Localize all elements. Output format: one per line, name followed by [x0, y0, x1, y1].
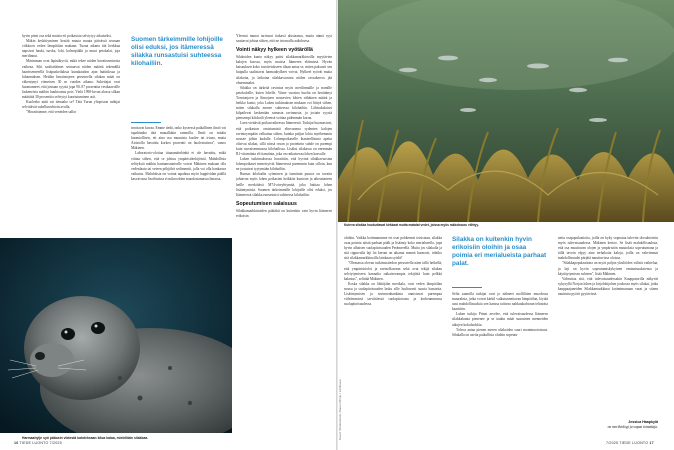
- paragraph: Mäkin keskittyminen kestää muuta muuta päivässä seuraan viikkoon veden lämpötilan mukaan. Tuona aikana tiiä herkkua napsivat haukt, turska, lohi, kolmipiikki ja muut petokalat, joja merilinnut.: [22, 39, 120, 59]
- paragraph: Selin saamilla tutkijat ovat jo nähneet mollilitten muodossa muuraksia, jotka voivat kärkil vaikutunnettavan lämpötilan, löytää uusi mahdollisuuksia sen kanssa taitivaa nahkuukahvaan teltatoita kaarittiin.: [452, 292, 548, 312]
- paragraph: irrottavat kuvaa. Emme tiedä, onko kyseessä paikallinen ilmiö vai tapahtuuko tätä muuallakin rannoilla. Ilmiö on mitäin huomiollisen, ett aina osa muunista kuoleе tai irtoaa, mutta Airistolla havaittu korkea prosentti on huolestuttava", sanoo Mäkinen.: [131, 126, 226, 151]
- seal-illustration: [0, 238, 232, 433]
- paragraph: Runsas kilohailin syöminen ja tiamiinin puutos on tavattu johtavan myös lohen poikasten heikkiin kuntoon ja aiheuttaneen heille merkittävä M74-oireyhtymää, joka haittaa lohen lisääntymistä. Suomen tärkeimmille lohijoille olisi eduksi, jos Itämeressä silakka runsastuisi suhteessa kilohailiin.: [236, 172, 332, 197]
- left-column-1: [22, 34, 120, 229]
- center-column: [236, 34, 332, 434]
- page-number: 17: [649, 441, 654, 445]
- paragraph: neita osapopulaatioita, joilla on kyky sopeutua tuleviin olosuhteisiin myös tulevaisuudessa. Mäkinen kertoo. Se lisää mahdollisuuksia, että osa muuttuvan olojen ja ympäristön muutoksia sopeutumana ja tällä tavoin elpyy aina terhakoita kaloja, joilla on vahvimmat mahdollisuudet pärjätä muuttuvissa oloissa.: [558, 236, 658, 261]
- paragraph: Vahvuttaa sitä, että tulevaisuudessakin Kauppatorilla näkyvät sykysyllä Norjan lohen ja kirjolohijohen joukossa myös silakat, jotka kauppaajaneiden Silakkamarkkinat kotimimunaan varat ja siinen nautintia pyörii pyytävissä.: [558, 276, 658, 297]
- pull-quote: Suomen tärkeimmille lohijoille olisi eduksi, jos itämeressä silakka runsastuisi suhteessa kilohailiin.: [131, 36, 223, 67]
- section-heading: Sopeutumisen salaisuus: [236, 200, 297, 207]
- left-folio: [14, 441, 62, 445]
- right-column-1: [344, 236, 442, 434]
- left-column-2: [131, 126, 226, 226]
- pull-quote-rule: [131, 122, 161, 123]
- paragraph: "Havaitsimme, että veneiden sallot: [26, 110, 77, 115]
- author-role: on meribiologi ja vapaa toimittaja.: [607, 424, 658, 429]
- page-number: 16: [14, 441, 19, 445]
- pull-quote-2: Silakka on kuitenkin hyvin erikoisiin oloihin ja osaa poimia eri merialueista parhaat palat.: [452, 236, 547, 267]
- paragraph: Laboratorio-olotiua ittuaamäinhinhä ei ole havaittu, mikä viittaa siihen, että se johtuu ympäristötekijöistä. Mahdollisia selityksiä mäihin hautumstuntselle voivat Mäkinen mukaan olla vedenlaatu tai veteen pöhjälvä sedimentti, jolla voi olla hankaava vaikutus. Mahdoksia on voinut tapahtua myös happividan päällä kasvavassa lisoihtuissa ei mikroobien muodostamassa limassa.: [131, 151, 226, 181]
- right-column-3: [558, 236, 658, 410]
- paragraph: Silakoiden kunto näkyy paitsi silakkamarkkinoilla myytävien kalojen koossa, myös muissa Itämeren eläimissä. Hyvän katsauksen koko tavoitetokseen tilaan antaa se, miten paksusti sen huipulla saalistavat harmaahylkeet voivat. Hylkeet syövät muita silakoita, ja laihoina silakkavuosina niiden rasvakerros jää ohuemmaksi.: [236, 55, 332, 85]
- author-name: Jessica Haapkylä: [628, 420, 658, 424]
- paragraph: Kuoleeko mäti vai itenaako se? Tätä Turun yliopiston tutkijat selvittävät sukelluserhtoin avulla.: [22, 100, 120, 110]
- right-folio: [606, 441, 654, 445]
- paragraph: Koska silakka on lähtöjään merikala, ovat veden lämpötilan nousu ja suolapitoisuuden lasku sille luultavasti suuria haasteita. Lisääntymisen ja ravinnonhankinta onnistuvat parempaa viileämmissä tarvittäessä suolapitoisuus ja korkeammassa suolapitoisuudessa.: [344, 281, 442, 307]
- paragraph: "Silakkapopulaationa on myös paljon yksilöiden välistä vaihtelua, ja laji on hyvin sopeutumiskykyinen ominaisuuksiensa ja käyttäytymisen suhteen", lisää Mäkinen.: [558, 261, 658, 276]
- magazine-name: 7/2025 TIEDE LUONTO: [606, 441, 649, 445]
- author-byline: [558, 420, 658, 430]
- paragraph: Luen viettävät poikasvaiheessa Itämerestä. Tutkijat huomasivat, että poikaston omistumistä elinvuonna sydenten kalojen ravintoympään valkuttaa siihen, kuinka paljon lohia myöhemmin nousee joihin kudulle. Lohenpoikaselle ihanteellisinta apetta olisivat silakat, sillä niissä ravan ja proteiinin suhde on parempi kuin rasvaisemmassa kilohailissa. Lisäksi silakassa on enemmän B1-vitamiinia eli tiamiinia, joka on ratkaisevaa lohen kasvulle.: [236, 121, 332, 156]
- seal-photo-caption: Harmaahylje syö pääosin viidestä kahdeksaan kiloa kalaa, mielellään silakkaa.: [22, 436, 149, 440]
- magazine-name: TIEDE LUONTO 7/2025: [19, 441, 62, 445]
- right-column-2: [452, 292, 548, 432]
- paragraph: Luken tutkija Pönni arvelee, että tulevaisuudessa Itämeren silakkakanta pienenee ja se taukin määt suuruinen menneiden aikojen kokoluokkia.: [452, 312, 548, 327]
- paragraph: olohiin. Vaikka kotimummme ert osat pohkeneat toisistaan, silakka osaa poimia niistä parhaat päält ja lisäänty koko merialueella, jopa hyvin alhaisen suolapitoisuuden Perämerellä. Mutta jos silakalla ja sitä rippuvalla laji loi kerran on aikanut mennä huonosti, tohtiko sitä silakkamarkkinoilla lainkaan syödä?: [344, 236, 442, 261]
- seal-photo: [0, 238, 232, 433]
- section-heading: Vointi näkyy hylkeen vyötäröllä: [236, 47, 313, 54]
- paragraph: hyvin pieni osa sekä muista eti poikasista selviytyy aikuiseksi.: [22, 34, 112, 38]
- photo-credit: Kuvat: Shutterstock, Rauno Rinne / Lehtikuva: [338, 379, 342, 440]
- paragraph: Yleensä munat tarttuvat tiukasti alustaansa, mutta nämä syyt saattavat johtaa siihen, että ne irtoavalla aaltoksesa.: [236, 34, 332, 44]
- paragraph: Märimman ovat läpinäkyviä, mikä tekee niiden havaitsemisesta vaikeaa. Silti saaliseläimet seuraavat niiden määriä tekemällä haaritsemeerllä lisäpuskeilaksia kunakaudon ajan huiittiksua ja luhannuksen. Heidän havaintojeen perusteella silakan määt on vähentynyt viimeisen 30 m vuoden aikana. Suketiajat ovat huomanneet, että joutaan syystä jopa 90–97 prosenttia vesikaavoille laskeneista mäihin huuhtoutuu pois. Vielä 1990-luvun alussa silkan määtäitä 30 prosenttia selviytyi kuoriutuminen asti.: [22, 59, 120, 100]
- paragraph: Silakka on tärkeää ravintoa myös merilinnuille ja monille petokaloille, kuten lohelle. Viime vuosina huolta on herättänyt Tornionjoen ja Simojoen nousevien lohien vähäinen määrä ja heikko kunto, joka Luken tutkimuksen mukaan voi liittyä siihen, miten silakalla menee suhteessa kilohailiin. Lähisukulaiset kilpailevat keskenään samasta ravinnosta, ja jostain syystä piensempi kilohaili yleensä voittaa pidemmän koron.: [236, 85, 332, 121]
- herring-photo-caption: Kuteva silakka houkuttavat kirkkaat mutta matalat vedet, joissa myös rakkohauru viihtyy.: [344, 223, 479, 227]
- paragraph: Silakkamarkkinoiden päätähti on kuitenkin vain hyvin Itämeren erikoisin: [236, 208, 332, 218]
- herring-illustration: [338, 0, 674, 222]
- pull-quote-rule-2: [452, 287, 482, 288]
- paragraph: "Olemassa olevan tutkimustiedon perusteella näen tällä hetkellä, että ympäristöolot ja ravinolkuvaan sekä ovat tekijä silakan selviytymiseen kannalta ratkaisevampia tekijöitä kuin pelkkä kalastus", selittää Mäkinen.: [344, 261, 442, 281]
- paragraph: Tolvoa antaa pienen meren silakoiden suuri monimuotoisuus. Silakalla on useita paikallisia oloihin sopeutu-: [452, 327, 548, 337]
- paragraph: Luken tutkimuksessa havaittiin, että hyvinä silakkavuosina lohenpoikaset menestyivät Itämeressä paremmin kuin silloin, kun ne joutuivat tyytymään kilohailiin.: [236, 157, 332, 172]
- herring-photo: [338, 0, 674, 222]
